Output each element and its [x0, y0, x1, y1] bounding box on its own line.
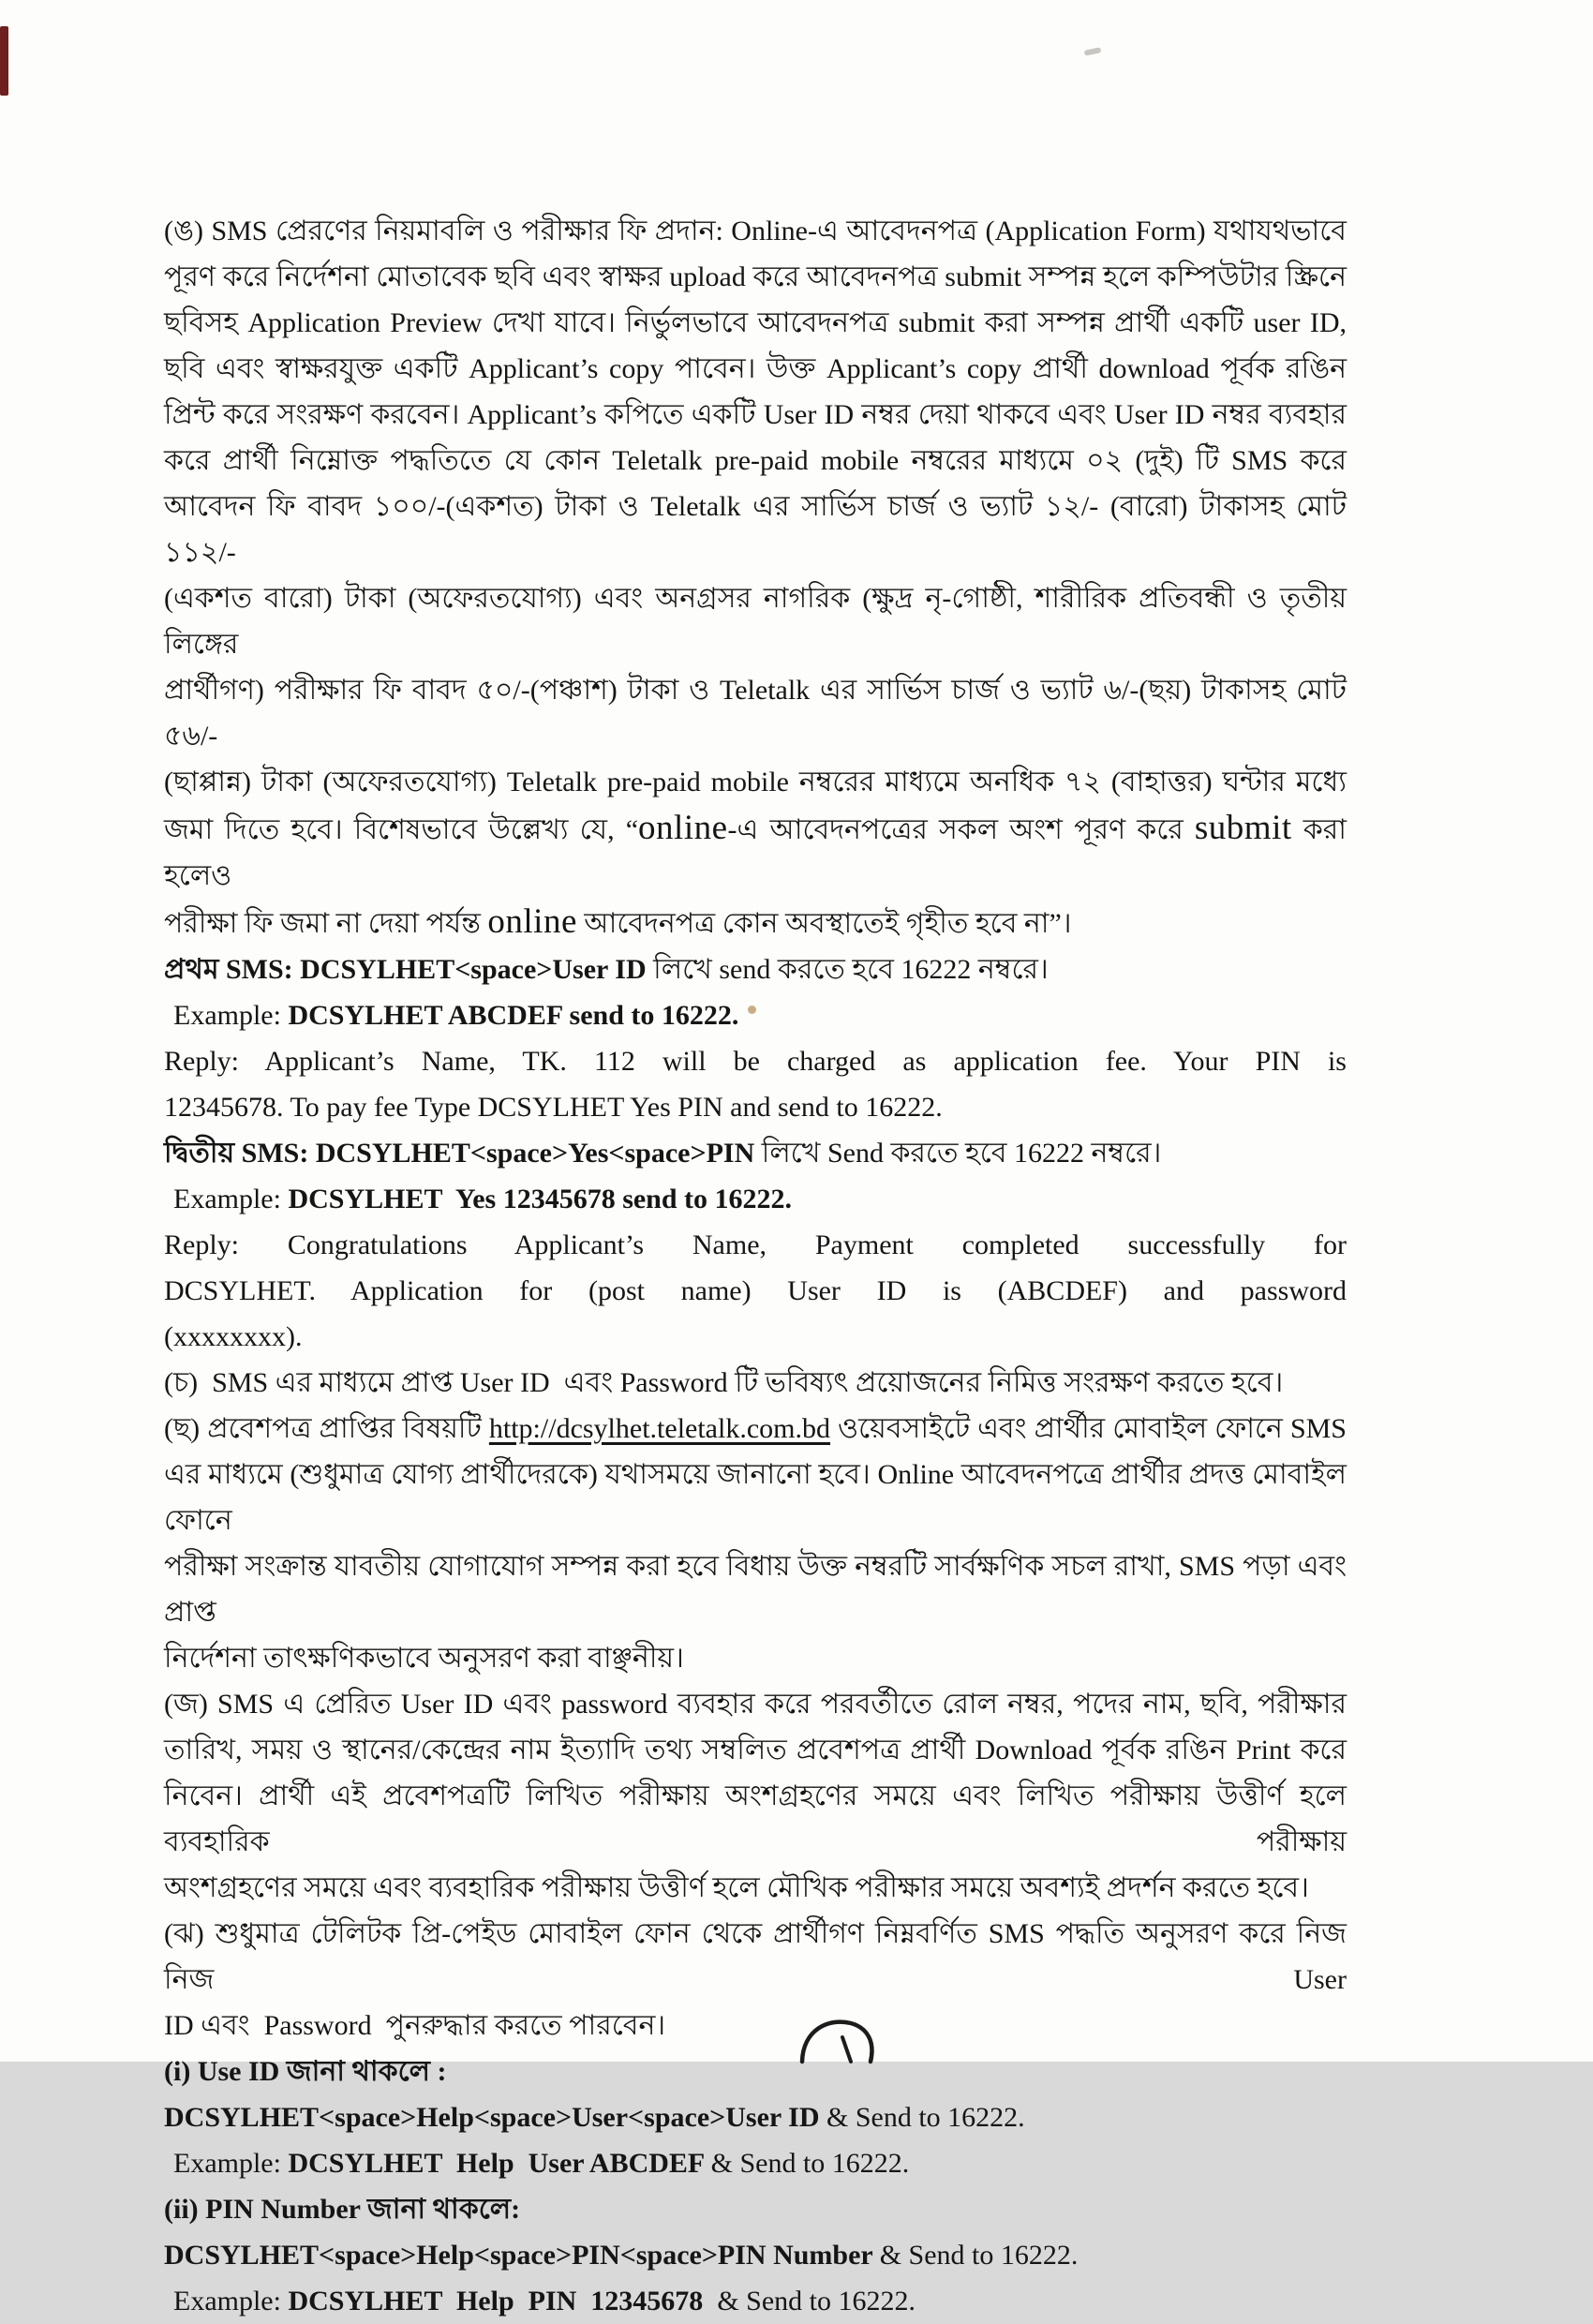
text-line	[164, 1360, 1347, 1406]
text-segment: & Send to 16222.	[710, 2148, 910, 2179]
handwritten-circle-mark	[789, 2017, 892, 2062]
text-segment: এর মাধ্যমে (শুধুমাত্র যোগ্য প্রার্থীদেরকে) যথাসময়ে জানানো হবে। Online আবেদনপত্রে প্রার্থীর প্রদত্ত মোবাইল ফোনে	[164, 1459, 1354, 1536]
text-line	[164, 300, 1347, 346]
text-line	[164, 1911, 1354, 2003]
text-segment: online	[487, 902, 577, 941]
para-chha-admit-card	[164, 1406, 1354, 1681]
admit-card-url: http://dcsylhet.teletalk.com.bd	[488, 1413, 830, 1444]
text-line	[164, 1176, 1347, 1222]
text-segment: (চ) SMS এর মাধ্যমে প্রাপ্ত User ID এবং Password টি ভবিষ্যৎ প্রয়োজনের নিমিত্ত সংরক্ষণ করতে হবে।	[164, 1367, 1284, 1398]
text-line	[164, 1543, 1354, 1635]
text-segment: DCSYLHET ABCDEF send to 16222.	[288, 1000, 739, 1031]
text-line	[164, 1635, 1347, 1681]
text-line	[164, 438, 1347, 484]
text-segment: প্রিন্ট করে সংরক্ষণ করবেন। Applicant’s কপিতে একটি User ID নম্বর দেয়া থাকবে এবং User ID নম্বর ব্যবহার	[164, 399, 1347, 430]
text-segment: -এ আবেদনপত্রের সকল অংশ পূরণ করে	[727, 814, 1195, 845]
text-line	[164, 759, 1347, 805]
text-segment: submit	[1194, 809, 1292, 847]
text-segment: লিখে Send করতে হবে 16222 নম্বরে।	[761, 1138, 1162, 1169]
text-segment: (i) Use ID জানা থাকলে :	[164, 2056, 447, 2087]
text-line	[164, 2003, 1347, 2048]
text-segment: পূরণ করে নির্দেশনা মোতাবেক ছবি এবং স্বাক্ষর upload করে আবেদনপত্র submit সম্পন্ন হলে কম্পিউটার স্ক্রিনে	[164, 261, 1347, 292]
text-line	[164, 1084, 1347, 1130]
text-segment: পরীক্ষা সংক্রান্ত যাবতীয় যোগাযোগ সম্পন্ন করা হবে বিধায় উক্ত নম্বরটি সার্বক্ষণিক সচল রাখা, SMS পড়া এবং প্রাপ্ত	[164, 1551, 1354, 1628]
text-segment: আবেদন ফি বাবদ ১০০/-(একশত) টাকা ও Teletalk এর সার্ভিস চার্জ ও ভ্যাট ১২/- (বারো) টাকাসহ মোট ১১২/-	[164, 491, 1354, 568]
text-line	[164, 1865, 1347, 1911]
text-line	[164, 1727, 1347, 1773]
text-segment: DCSYLHET<space>Help<space>PIN<space>PIN Number	[164, 2240, 880, 2271]
text-segment: 12345678. To pay fee Type DCSYLHET Yes PIN and send to 16222.	[164, 1092, 943, 1123]
text-segment: (ছ) প্রবেশপত্র প্রাপ্তির বিষয়টি	[164, 1413, 489, 1444]
text-line	[164, 1268, 1347, 1314]
text-segment: (একশত বারো) টাকা (অফেরতযোগ্য) এবং অনগ্রসর নাগরিক (ক্ষুদ্র নৃ-গোষ্ঠী, শারীরিক প্রতিবন্ধী ও তৃতীয় লিঙ্গের	[164, 583, 1354, 660]
text-line	[164, 484, 1354, 575]
text-line	[164, 1038, 1347, 1084]
text-line	[164, 575, 1354, 667]
para-cha-save-credentials	[164, 1360, 1347, 1406]
help-user-id	[164, 2048, 1347, 2186]
text-segment: দ্বিতীয় SMS: DCSYLHET<space>Yes<space>PIN	[164, 1138, 762, 1169]
text-line	[164, 992, 1347, 1038]
text-segment: করে প্রার্থী নিম্নোক্ত পদ্ধতিতে যে কোন Teletalk pre-paid mobile নম্বরের মাধ্যমে ০২ (দুই) টি SMS করে	[164, 445, 1347, 476]
help-pin-number	[164, 2186, 1347, 2324]
text-segment: নির্দেশনা তাৎক্ষণিকভাবে অনুসরণ করা বাঞ্ছনীয়।	[164, 1643, 684, 1674]
text-segment: Example:	[173, 1184, 289, 1214]
text-line	[164, 1681, 1347, 1727]
text-line	[164, 805, 1354, 899]
text-segment: Example:	[173, 2148, 289, 2179]
text-line	[164, 899, 1347, 946]
scan-speck	[1084, 47, 1102, 56]
text-segment: DCSYLHET Help User ABCDEF	[288, 2148, 711, 2179]
text-segment: লিখে send করতে হবে 16222 নম্বরে।	[653, 954, 1049, 985]
text-segment: ছবি এবং স্বাক্ষরযুক্ত একটি Applicant’s copy পাবেন। উক্ত Applicant’s copy প্রার্থী download পূর্বক রঙিন	[164, 353, 1347, 384]
text-segment: & Send to 16222.	[826, 2102, 1025, 2133]
text-segment: আবেদনপত্র কোন অবস্থাতেই গৃহীত হবে না”।	[576, 908, 1072, 939]
text-segment: (xxxxxxxx).	[164, 1321, 303, 1352]
text-line	[164, 667, 1354, 759]
text-line	[164, 2140, 1347, 2186]
text-segment: & Send to 16222.	[879, 2240, 1079, 2271]
text-line	[164, 392, 1347, 438]
text-line	[164, 946, 1347, 992]
text-segment: পরীক্ষা ফি জমা না দেয়া পর্যন্ত	[164, 908, 488, 939]
text-segment: (ঙ) SMS প্রেরণের নিয়মাবলি ও পরীক্ষার ফি প্রদান: Online-এ আবেদনপত্র (Application Form) যথাযথভাবে	[164, 216, 1347, 246]
text-segment: Example:	[173, 1000, 289, 1031]
text-segment: প্রথম SMS: DCSYLHET<space>User ID	[164, 954, 654, 985]
text-segment: DCSYLHET Help PIN 12345678	[288, 2286, 710, 2317]
para-ja-download-admit	[164, 1681, 1354, 1911]
first-sms	[164, 946, 1347, 1130]
text-segment: ছবিসহ Application Preview দেখা যাবে। নির্ভুলভাবে আবেদনপত্র submit করা সম্পন্ন প্রার্থী একটি user ID,	[164, 307, 1347, 338]
text-line	[164, 1452, 1354, 1543]
text-segment: & Send to 16222.	[709, 2286, 916, 2317]
para-jha-recover	[164, 1911, 1354, 2048]
text-segment: (জ) SMS এ প্রেরিত User ID এবং password ব্যবহার করে পরবর্তীতে রোল নম্বর, পদের নাম, ছবি, পরীক্ষার	[164, 1689, 1347, 1720]
second-sms	[164, 1130, 1347, 1360]
text-segment: DCSYLHET<space>Help<space>User<space>User ID	[164, 2102, 826, 2133]
text-segment: Reply: Congratulations Applicant’s Name, Payment completed successfully for	[164, 1229, 1347, 1260]
text-segment: (ছাপ্পান্ন) টাকা (অফেরতযোগ্য) Teletalk pre-paid mobile নম্বরের মাধ্যমে অনধিক ৭২ (বাহাত্তর) ঘন্টার মধ্যে	[164, 767, 1347, 797]
text-segment: জমা দিতে হবে। বিশেষভাবে উল্লেখ্য যে, “	[164, 814, 639, 845]
text-segment: DCSYLHET. Application for (post name) User ID is (ABCDEF) and password	[164, 1275, 1347, 1306]
text-segment: Example:	[173, 2286, 289, 2317]
text-segment: ID এবং Password পুনরুদ্ধার করতে পারবেন।	[164, 2010, 666, 2041]
document-body	[164, 208, 1354, 2324]
text-line	[164, 208, 1347, 254]
text-line	[164, 2048, 1347, 2094]
text-segment: তারিখ, সময় ও স্থানের/কেন্দ্রের নাম ইত্যাদি তথ্য সম্বলিত প্রবেশপত্র প্রার্থী Download পূর্বক রঙিন Print করে	[164, 1735, 1347, 1765]
text-line	[164, 2094, 1347, 2140]
text-segment: DCSYLHET Yes 12345678 send to 16222.	[288, 1184, 793, 1214]
text-line	[164, 254, 1347, 300]
ink-speck	[748, 1006, 756, 1014]
text-segment: অংশগ্রহণের সময়ে এবং ব্যবহারিক পরীক্ষায় উত্তীর্ণ হলে মৌখিক পরীক্ষার সময়ে অবশ্যই প্রদর্শন করতে হবে।	[164, 1872, 1309, 1903]
text-line	[164, 2232, 1347, 2278]
text-line	[164, 2186, 1347, 2232]
text-segment: (ii) PIN Number জানা থাকলে:	[164, 2194, 521, 2225]
text-segment: ওয়েবসাইটে এবং প্রার্থীর মোবাইল ফোনে SMS	[829, 1413, 1347, 1444]
scan-edge-mark	[0, 26, 8, 96]
text-line	[164, 1222, 1347, 1268]
text-segment: (ঝ) শুধুমাত্র টেলিটক প্রি-পেইড মোবাইল ফোন থেকে প্রার্থীগণ নিম্নবর্ণিত SMS পদ্ধতি অনুসরণ করে নিজ নিজ User	[164, 1918, 1354, 1995]
para-sms-rules	[164, 208, 1354, 946]
text-segment: করা হলেও	[164, 814, 1354, 891]
text-segment: online	[638, 809, 728, 847]
text-line	[164, 2278, 1347, 2324]
text-line	[164, 1130, 1347, 1176]
text-segment: নিবেন। প্রার্থী এই প্রবেশপত্রটি লিখিত পরীক্ষায় অংশগ্রহণের সময়ে এবং লিখিত পরীক্ষায় উত্তীর্ণ হলে ব্যবহারিক পরীক্ষায়	[164, 1780, 1354, 1857]
text-line	[164, 346, 1347, 392]
text-line	[164, 1406, 1347, 1452]
text-segment: প্রার্থীগণ) পরীক্ষার ফি বাবদ ৫০/-(পঞ্চাশ) টাকা ও Teletalk এর সার্ভিস চার্জ ও ভ্যাট ৬/-(ছয়) টাকাসহ মোট ৫৬/-	[164, 675, 1354, 752]
text-line	[164, 1773, 1354, 1865]
text-segment: Reply: Applicant’s Name, TK. 112 will be charged as application fee. Your PIN is	[164, 1046, 1347, 1077]
text-line	[164, 1314, 1347, 1360]
